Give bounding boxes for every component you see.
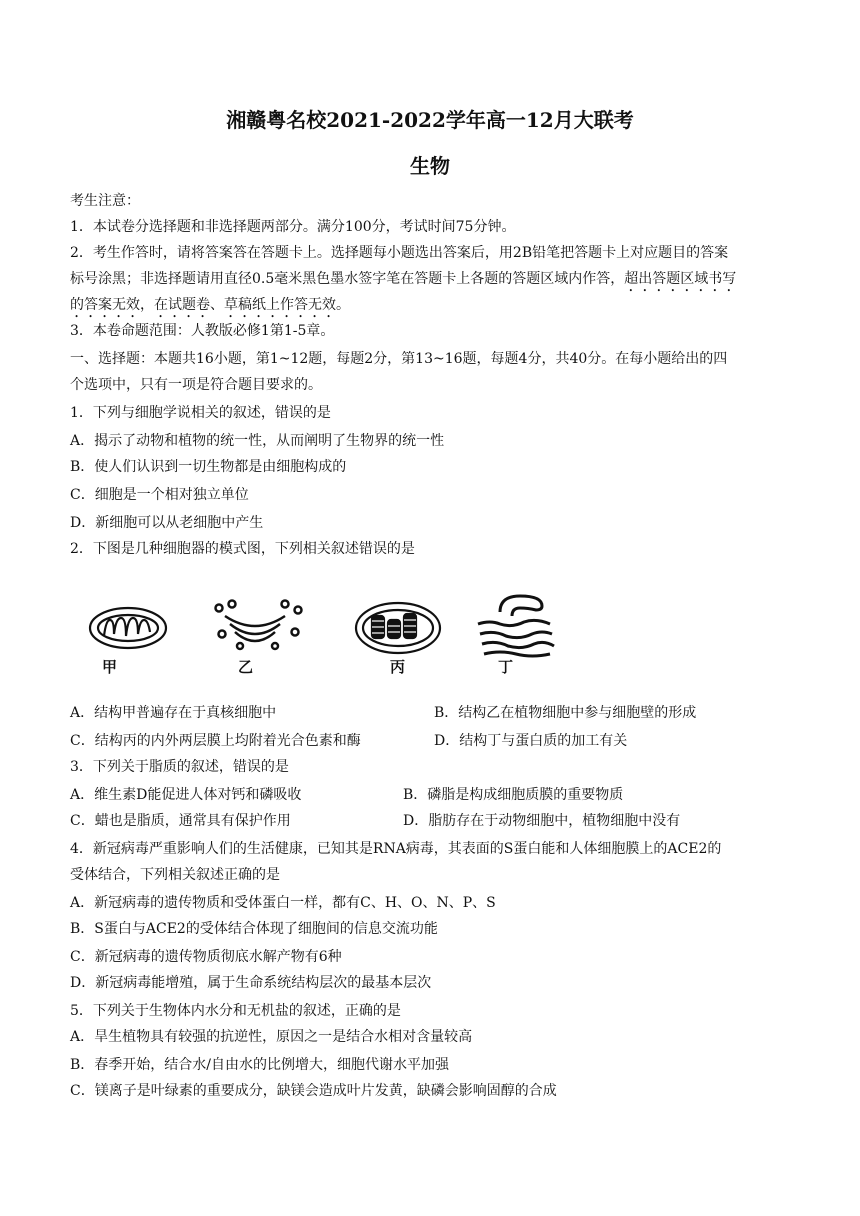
q3-option-b: B．磷脂是构成细胞质膜的重要物质 <box>403 787 624 803</box>
q2-option-d: D．结构丁与蛋白质的加工有关 <box>434 733 628 749</box>
section-1-intro-line-2: 个选项中，只有一项是符合题目要求的。 <box>70 377 322 393</box>
subject-title: 生物 <box>410 154 450 178</box>
organelle-figure <box>80 590 570 690</box>
endoplasmic-reticulum-drawing <box>478 596 554 656</box>
q4-option-a: A．新冠病毒的遗传物质和受体蛋白一样，都有C、H、O、N、P、S <box>70 895 496 911</box>
q3-option-c: C．蜡也是脂质，通常具有保护作用 <box>70 813 291 829</box>
q4-stem-line-1: 4．新冠病毒严重影响人们的生活健康，已知其是RNA病毒，其表面的S蛋白能和人体细胞膜上的ACE2的 <box>70 841 722 857</box>
q1-option-b: B．使人们认识到一切生物都是由细胞构成的 <box>70 459 347 475</box>
figure-label-bing: 丙 <box>390 658 406 676</box>
q3-option-d: D．脂肪存在于动物细胞中，植物细胞中没有 <box>403 813 681 829</box>
notice-item-2-line-1: 2．考生作答时，请将答案答在答题卡上。选择题每小题选出答案后，用2B铅笔把答题卡上对应题目的答案 <box>70 245 729 261</box>
q4-option-b: B．S蛋白与ACE2的受体结合体现了细胞间的信息交流功能 <box>70 921 438 937</box>
q2-stem: 2．下图是几种细胞器的模式图，下列相关叙述错误的是 <box>70 541 415 557</box>
q4-option-c: C．新冠病毒的遗传物质彻底水解产物有6种 <box>70 949 342 965</box>
notice-heading: 考生注意： <box>70 193 140 209</box>
notice-emphasis-1: 超出答题区域书写 <box>624 271 737 287</box>
q1-option-a: A．揭示了动物和植物的统一性，从而阐明了生物界的统一性 <box>70 433 445 449</box>
q5-option-a: A．旱生植物具有较强的抗逆性，原因之一是结合水相对含量较高 <box>70 1029 473 1045</box>
notice-item-2-line-3 <box>70 296 792 321</box>
q1-option-c: C．细胞是一个相对独立单位 <box>70 487 249 503</box>
q2-option-b: B．结构乙在植物细胞中参与细胞壁的形成 <box>434 705 697 721</box>
notice-item-2-line-3-end: 。 <box>336 297 350 313</box>
notice-item-3: 3．本卷命题范围：人教版必修1第1-5章。 <box>70 323 335 339</box>
golgi-drawing <box>216 601 302 650</box>
q1-option-d: D．新细胞可以从老细胞中产生 <box>70 515 264 531</box>
q5-stem: 5．下列关于生物体内水分和无机盐的叙述，正确的是 <box>70 1003 401 1019</box>
q5-option-c: C．镁离子是叶绿素的重要成分，缺镁会造成叶片发黄，缺磷会影响固醇的合成 <box>70 1083 557 1099</box>
notice-item-2-line-2 <box>70 270 792 295</box>
notice-item-1: 1．本试卷分选择题和非选择题两部分。满分100分，考试时间75分钟。 <box>70 219 516 235</box>
section-1-intro-line-1: 一、选择题：本题共16小题，第1~12题，每题2分，第13~16题，每题4分，共40分。在每小题给出的四 <box>70 351 728 367</box>
q2-option-c: C．结构丙的内外两层膜上均附着光合色素和酶 <box>70 733 361 749</box>
q3-option-a: A．维生素D能促进人体对钙和磷吸收 <box>70 787 302 803</box>
q5-option-b: B．春季开始，结合水/自由水的比例增大，细胞代谢水平加强 <box>70 1057 450 1073</box>
figure-label-ding: 丁 <box>498 658 514 676</box>
chloroplast-drawing <box>356 603 440 653</box>
figure-label-jia: 甲 <box>102 658 118 676</box>
q1-stem: 1．下列与细胞学说相关的叙述，错误的是 <box>70 405 331 421</box>
exam-title: 湘赣粤名校2021-2022学年高一12月大联考 <box>226 108 634 132</box>
q2-option-a: A．结构甲普遍存在于真核细胞中 <box>70 705 277 721</box>
organelle-drawings <box>80 590 570 660</box>
mitochondrion-drawing <box>90 608 166 648</box>
q3-stem: 3．下列关于脂质的叙述，错误的是 <box>70 759 289 775</box>
q4-stem-line-2: 受体结合，下列相关叙述正确的是 <box>70 867 280 883</box>
notice-item-2-line-2-text: 标号涂黑；非选择题请用直径0.5毫米黑色墨水签字笔在答题卡上各题的答题区域内作答， <box>70 271 625 287</box>
q4-option-d: D．新冠病毒能增殖，属于生命系统结构层次的最基本层次 <box>70 975 432 991</box>
notice-emphasis-2: 的答案无效，在试题卷、草稿纸上作答无效 <box>70 297 336 313</box>
figure-label-yi: 乙 <box>238 658 254 676</box>
